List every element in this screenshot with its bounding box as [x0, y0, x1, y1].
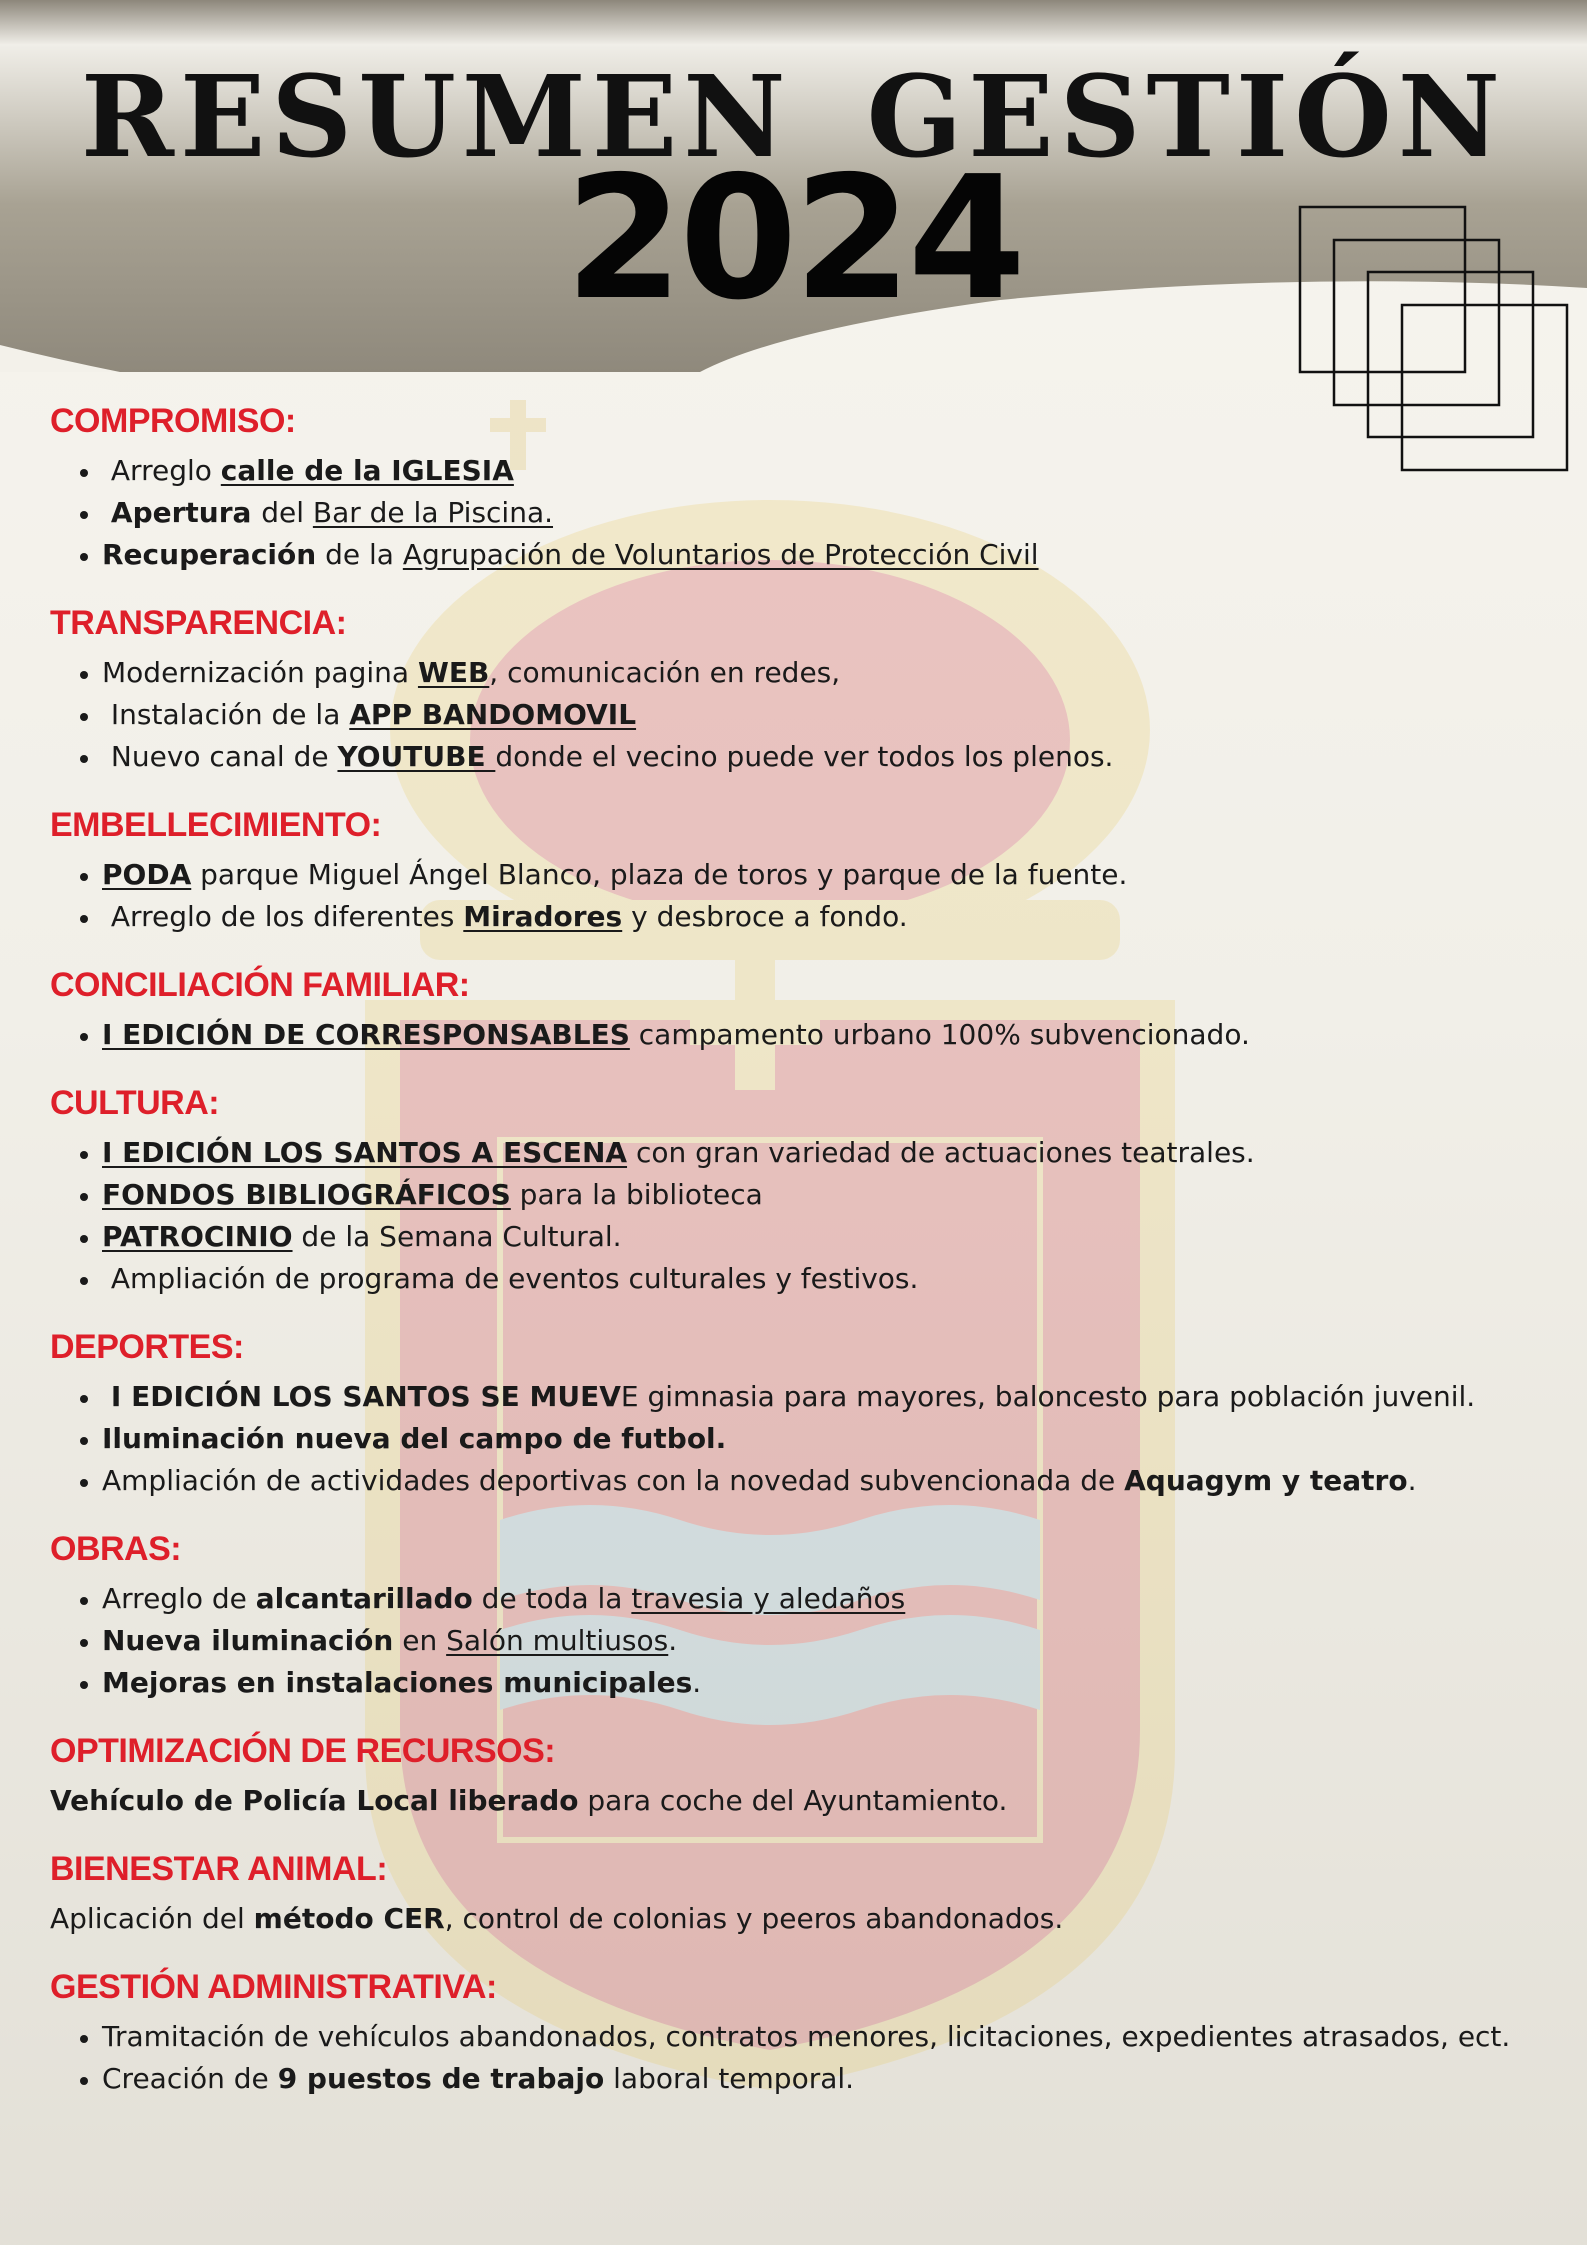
list-item — [102, 1460, 1550, 1502]
item-text: Arreglo de los diferentes — [110, 900, 464, 933]
item-text: campamento urbano 100% subvencionado. — [629, 1018, 1250, 1051]
item-highlight: PODA — [102, 858, 192, 891]
section-deportes — [50, 1326, 1550, 1502]
list-item — [102, 1620, 1550, 1662]
item-highlight: Iluminación nueva del campo de futbol. — [102, 1422, 727, 1455]
item-text: con gran variedad de actuaciones teatrales. — [627, 1136, 1255, 1169]
list-item — [102, 694, 1550, 736]
item-highlight: YOUTUBE — [337, 740, 496, 773]
item-highlight: Vehículo de Policía Local liberado — [50, 1784, 579, 1817]
item-highlight: calle de la IGLESIA — [220, 454, 514, 487]
section-title: BIENESTAR ANIMAL: — [50, 1850, 388, 1888]
item-highlight: Apertura — [110, 496, 262, 529]
page-title: RESUMEN GESTIÓN — [80, 52, 1507, 183]
item-text: de toda la — [472, 1582, 632, 1615]
list-item — [102, 736, 1550, 778]
section-bienestar — [50, 1848, 1550, 1940]
page-year: 2024 — [564, 140, 1023, 338]
list-item — [102, 652, 1550, 694]
item-text: Instalación de la — [110, 698, 350, 731]
list-item — [102, 1014, 1550, 1056]
paragraph — [50, 1898, 1550, 1940]
section-title: CONCILIACIÓN FAMILIAR: — [50, 966, 470, 1004]
list-item — [102, 492, 1550, 534]
list-item — [102, 1578, 1550, 1620]
item-highlight: APP BANDOMOVIL — [349, 698, 637, 731]
item-text: Modernización pagina — [102, 656, 418, 689]
section-obras — [50, 1528, 1550, 1704]
section-gestion — [50, 1966, 1550, 2100]
section-title: OPTIMIZACIÓN DE RECURSOS: — [50, 1732, 556, 1770]
list-item — [102, 854, 1550, 896]
item-text: Ampliación de actividades deportivas con la novedad subvencionada de — [102, 1464, 1125, 1497]
item-text: , comunicación en redes, — [489, 656, 841, 689]
item-text: . — [668, 1624, 678, 1657]
section-title: TRANSPARENCIA: — [50, 604, 347, 642]
item-link-text: Salón multiusos — [446, 1624, 669, 1657]
section-cultura — [50, 1082, 1550, 1300]
item-highlight: Nueva iluminación — [102, 1624, 394, 1657]
item-text: E gimnasia para mayores, baloncesto para población juvenil. — [620, 1380, 1476, 1413]
list-item — [102, 1662, 1550, 1704]
item-text: y desbroce a fondo. — [622, 900, 908, 933]
item-text: de la — [316, 538, 403, 571]
section-title: OBRAS: — [50, 1530, 182, 1568]
list-item — [102, 534, 1550, 576]
item-text: , control de colonias y peeros abandonados. — [444, 1902, 1064, 1935]
list-item — [102, 1216, 1550, 1258]
item-text: Creación de — [102, 2062, 278, 2095]
item-link-text: Agrupación de Voluntarios de Protección Civil — [402, 538, 1039, 571]
item-text: . — [1407, 1464, 1417, 1497]
item-highlight: WEB — [417, 656, 490, 689]
section-title: GESTIÓN ADMINISTRATIVA: — [50, 1968, 497, 2006]
item-text: laboral temporal. — [604, 2062, 855, 2095]
list-item — [102, 2058, 1550, 2100]
item-text: Nuevo canal de — [110, 740, 338, 773]
list-item — [102, 1418, 1550, 1460]
item-text: en — [393, 1624, 447, 1657]
item-text: para coche del Ayuntamiento. — [578, 1784, 1008, 1817]
item-link-text: Bar de la Piscina. — [312, 496, 554, 529]
section-embellecimiento — [50, 804, 1550, 938]
list-item — [102, 1132, 1550, 1174]
section-title: COMPROMISO: — [50, 402, 296, 440]
item-highlight: I EDICIÓN LOS SANTOS A ESCENA — [102, 1136, 628, 1169]
list-item — [102, 450, 1550, 492]
item-highlight: Aquagym y teatro — [1124, 1464, 1408, 1497]
item-text: Aplicación del — [50, 1902, 254, 1935]
item-text: donde el vecino puede ver todos los plenos. — [495, 740, 1114, 773]
item-highlight: I EDICIÓN LOS SANTOS SE MUEV — [110, 1380, 621, 1413]
item-text: Arreglo de — [102, 1582, 256, 1615]
list-item — [102, 2016, 1550, 2058]
content — [50, 400, 1550, 2126]
item-highlight: PATROCINIO — [102, 1220, 293, 1253]
item-highlight: Mejoras en instalaciones municipales — [102, 1666, 693, 1699]
item-text: Arreglo — [110, 454, 221, 487]
section-compromiso — [50, 400, 1550, 576]
paragraph — [50, 1780, 1550, 1822]
item-highlight: FONDOS BIBLIOGRÁFICOS — [102, 1178, 511, 1211]
section-title: DEPORTES: — [50, 1328, 244, 1366]
item-text: de la Semana Cultural. — [292, 1220, 622, 1253]
item-highlight: método CER — [253, 1902, 445, 1935]
section-conciliacion — [50, 964, 1550, 1056]
item-highlight: I EDICIÓN DE CORRESPONSABLES — [102, 1018, 630, 1051]
section-title: CULTURA: — [50, 1084, 220, 1122]
item-text: Tramitación de vehículos abandonados, contratos menores, licitaciones, expedientes atrasados, ect. — [102, 2020, 1511, 2053]
item-text: . — [692, 1666, 702, 1699]
item-highlight: Miradores — [463, 900, 623, 933]
item-link-text: travesia y aledaños — [631, 1582, 906, 1615]
list-item — [102, 896, 1550, 938]
item-highlight: 9 puestos de trabajo — [277, 2062, 605, 2095]
item-text: parque Miguel Ángel Blanco, plaza de toros y parque de la fuente. — [191, 858, 1128, 891]
list-item — [102, 1174, 1550, 1216]
list-item — [102, 1258, 1550, 1300]
item-text: del — [261, 496, 313, 529]
section-optimizacion — [50, 1730, 1550, 1822]
list-item — [102, 1376, 1550, 1418]
item-text: Ampliación de programa de eventos culturales y festivos. — [110, 1262, 919, 1295]
item-highlight: Recuperación — [102, 538, 317, 571]
section-transparencia — [50, 602, 1550, 778]
item-text: para la biblioteca — [510, 1178, 763, 1211]
item-highlight: alcantarillado — [255, 1582, 473, 1615]
section-title: EMBELLECIMIENTO: — [50, 806, 382, 844]
